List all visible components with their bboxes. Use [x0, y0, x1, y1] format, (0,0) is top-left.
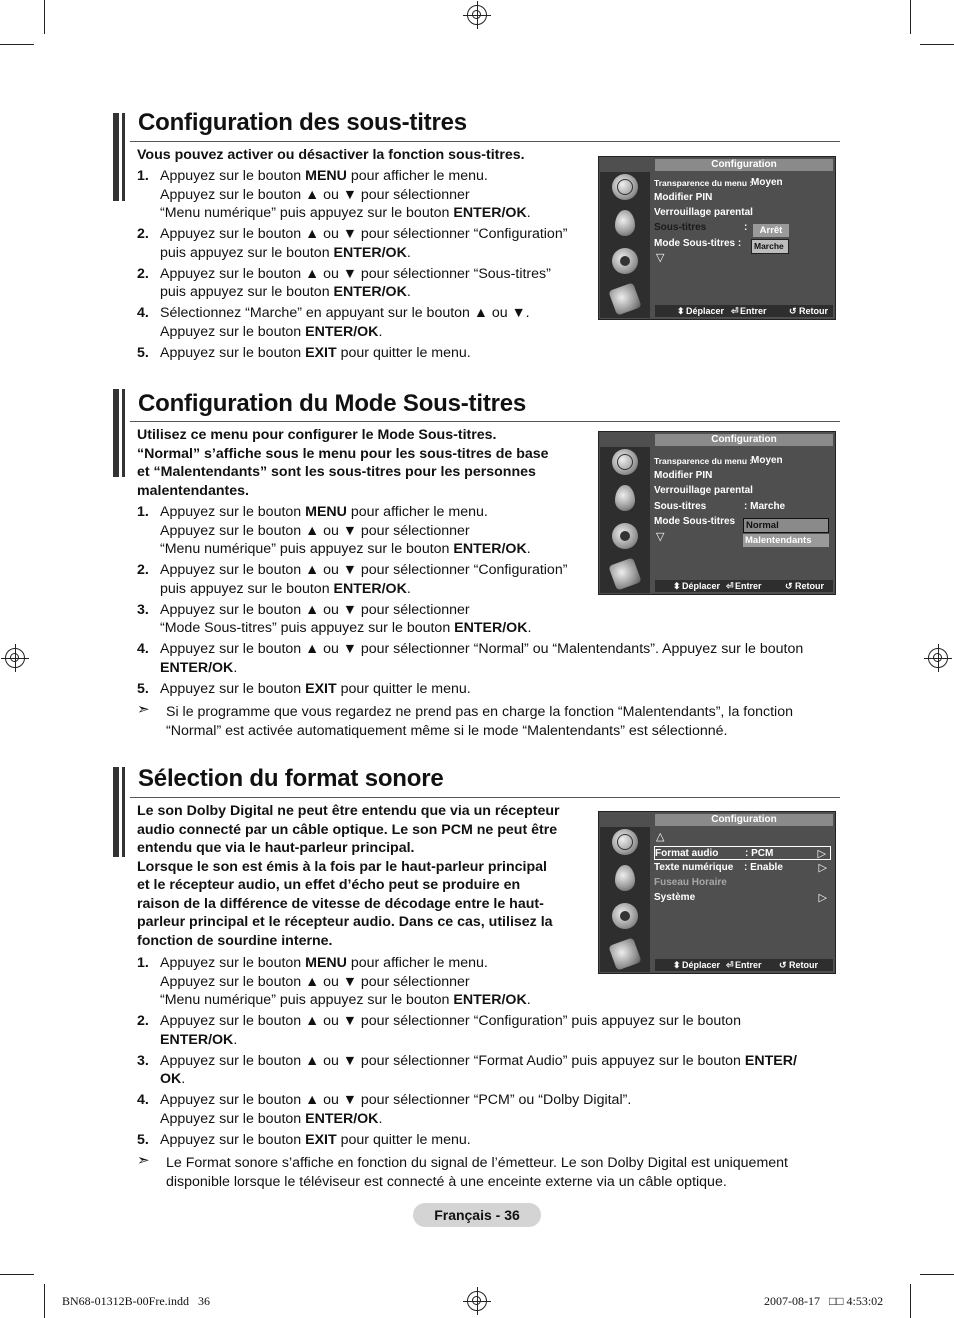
- step-text: “Menu numérique” puis appuyez sur le bouton: [160, 541, 454, 557]
- step-number: 3.: [137, 1052, 149, 1069]
- step-number: 2.: [137, 265, 149, 282]
- crop-mark: [910, 0, 911, 34]
- step-text: .: [526, 992, 531, 1008]
- section-intro: [137, 426, 549, 500]
- drop-icon: [615, 210, 635, 236]
- intro-line: Le son Dolby Digital ne peut être entendu que via un récepteur: [137, 803, 560, 819]
- enter-icon: ⏎: [731, 306, 739, 316]
- step-text: pour quitter le menu.: [336, 680, 471, 697]
- step-number: 1.: [137, 168, 149, 184]
- print-footer-date: 2007-08-17 □□ 4:53:02: [764, 1294, 884, 1308]
- osd-header: Configuration: [655, 814, 833, 826]
- step-text: .: [526, 541, 531, 557]
- scroll-up-icon: △: [656, 831, 665, 843]
- step-number: 2.: [137, 562, 149, 578]
- step-text: “Mode Sous-titres” puis appuyez sur le bouton: [160, 620, 455, 636]
- section-intro: [137, 802, 560, 950]
- step-item: [137, 601, 840, 638]
- osd-footer: ⬍ Déplacer ⏎ Entrer ↺ Retour: [655, 305, 833, 317]
- box-icon: [608, 557, 641, 590]
- osd-row: Sous-titres : Marche: [654, 501, 786, 512]
- move-icon: ⬍: [677, 306, 685, 316]
- step-text: Appuyez sur le bouton: [160, 504, 306, 520]
- osd-sidebar: [600, 447, 650, 593]
- scroll-down-icon: ▽: [656, 531, 665, 543]
- box-icon: [608, 282, 641, 315]
- intro-line: et “Malentendants” sont les sous-titres pour les personnes: [137, 464, 536, 480]
- step-line: [160, 601, 840, 620]
- osd-row: Texte numérique : Enable ▷: [654, 862, 827, 874]
- step-number: 4.: [137, 305, 149, 321]
- button-name: ENTER/: [744, 1052, 797, 1069]
- chevron-right-icon: ▷: [818, 892, 827, 904]
- osd-row: Format audio : PCM ▷: [654, 846, 831, 860]
- enter-icon: ⏎: [726, 581, 734, 591]
- step-line: [160, 659, 840, 678]
- step-text: Appuyez sur le bouton ▲ ou ▼ pour sélectionner “PCM” ou “Dolby Digital”.: [160, 1092, 632, 1108]
- button-name: ENTER/OK: [333, 244, 407, 261]
- step-line: [160, 973, 840, 992]
- button-name: ENTER/OK: [305, 323, 379, 340]
- button-name: MENU: [305, 168, 347, 184]
- print-footer-file: BN68-01312B-00Fre.indd 36: [62, 1294, 210, 1308]
- crop-mark: [920, 1274, 954, 1275]
- step-text: .: [233, 659, 238, 676]
- note-line: Le Format sonore s’affiche en fonction du signal de l’émetteur. Le son Dolby Digital est uniquement: [166, 1155, 788, 1171]
- section-title: Configuration des sous-titres: [138, 109, 467, 136]
- osd-row: Mode Sous-titres :: [654, 238, 742, 249]
- step-text: pour quitter le menu.: [336, 344, 471, 361]
- step-line: [160, 680, 840, 699]
- tv-menu-screenshot: [598, 811, 836, 974]
- button-name: EXIT: [305, 344, 337, 361]
- step-text: .: [406, 580, 411, 597]
- step-text: “Menu numérique” puis appuyez sur le bouton: [160, 205, 454, 221]
- step-text: Appuyez sur le bouton ▲ ou ▼ pour sélectionner “Normal” ou “Malentendants”. Appuyez sur le bouton: [160, 641, 804, 657]
- button-name: ENTER/OK: [333, 284, 407, 300]
- intro-line: parleur principal et le récepteur audio. Dans ce cas, utilisez la: [137, 914, 553, 930]
- step-line: [160, 1012, 840, 1031]
- return-icon: ↺: [785, 581, 793, 591]
- registration-mark-icon: [928, 648, 948, 668]
- step-text: “Menu numérique” puis appuyez sur le bouton: [160, 992, 454, 1008]
- step-line: [160, 225, 597, 244]
- step-text: Appuyez sur le bouton: [160, 344, 306, 361]
- tv-menu-screenshot: [598, 431, 836, 595]
- enter-icon: ⏎: [726, 960, 734, 970]
- section-title: Sélection du format sonore: [138, 765, 444, 792]
- section-intro: [137, 146, 525, 165]
- step-number: 4.: [137, 1092, 149, 1108]
- button-name: ENTER/OK: [453, 205, 527, 221]
- step-text: Appuyez sur le bouton ▲ ou ▼ pour sélectionner “Format Audio” puis appuyez sur le bouton: [160, 1052, 745, 1069]
- step-item: [137, 304, 597, 341]
- intro-line: Utilisez ce menu pour configurer le Mode Sous-titres.: [137, 427, 497, 443]
- step-item: [137, 344, 597, 363]
- step-line: [160, 323, 597, 342]
- section-rule: [130, 141, 840, 142]
- step-text: Appuyez sur le bouton ▲ ou ▼ pour sélectionner: [160, 186, 470, 203]
- move-icon: ⬍: [673, 581, 681, 591]
- step-number: 4.: [137, 641, 149, 657]
- step-line: [160, 186, 597, 205]
- osd-main: [652, 828, 833, 959]
- step-number: 5.: [137, 680, 149, 697]
- button-name: MENU: [305, 504, 347, 520]
- section-title: Configuration du Mode Sous-titres: [138, 390, 527, 417]
- osd-header: Configuration: [655, 434, 833, 446]
- note-arrow-icon: ➣: [137, 1152, 150, 1169]
- step-line: [160, 640, 840, 659]
- move-icon: ⬍: [673, 960, 681, 970]
- section-bars: [113, 767, 127, 857]
- osd-footer: ⬍ Déplacer ⏎ Entrer ↺ Retour: [655, 580, 833, 592]
- step-number: 2.: [137, 1013, 149, 1029]
- intro-line: audio connecté par un câble optique. Le son PCM ne peut être: [137, 821, 558, 838]
- step-item: [137, 1131, 840, 1150]
- section-rule: [130, 797, 840, 798]
- intro-line: entendu que via le haut-parleur principal.: [137, 840, 415, 856]
- crop-mark: [44, 0, 45, 34]
- step-item: [137, 1052, 840, 1089]
- drop-icon: [615, 485, 635, 511]
- step-text: .: [527, 620, 532, 636]
- step-list: [137, 167, 597, 365]
- osd-row: Sous-titres :: [654, 222, 748, 233]
- gear-icon: [612, 903, 638, 929]
- step-number: 3.: [137, 601, 149, 618]
- osd-row: Modifier PIN: [654, 192, 713, 203]
- step-text: pour quitter le menu.: [336, 1131, 471, 1148]
- step-line: [160, 1070, 840, 1089]
- button-name: MENU: [305, 955, 347, 971]
- osd-row: Transparence du menu : Moyen: [654, 177, 783, 188]
- step-text: Appuyez sur le bouton: [160, 1131, 306, 1148]
- step-text: Appuyez sur le bouton: [160, 955, 306, 971]
- note-line: “Normal” est activée automatiquement même si le mode “Malentendants” est sélectionné.: [166, 722, 728, 739]
- note-line: Si le programme que vous regardez ne prend pas en charge la fonction “Malentendants”, la fonction: [166, 704, 793, 720]
- note-arrow-icon: ➣: [137, 701, 150, 718]
- step-line: [160, 265, 597, 284]
- step-list: [137, 954, 840, 1152]
- step-line: [160, 344, 597, 363]
- crop-mark: [910, 1284, 911, 1318]
- step-item: [137, 680, 840, 699]
- osd-sidebar: [600, 172, 650, 318]
- step-item: [137, 1091, 840, 1128]
- step-item: [137, 167, 597, 223]
- osd-main: [652, 173, 833, 305]
- step-text: Appuyez sur le bouton ▲ ou ▼ pour sélectionner “Sous-titres”: [160, 265, 551, 282]
- step-item: [137, 265, 597, 302]
- step-text: .: [233, 1031, 238, 1048]
- step-text: Appuyez sur le bouton: [160, 680, 306, 697]
- step-item: [137, 225, 597, 262]
- crop-mark: [920, 44, 954, 45]
- osd-sidebar: [600, 827, 650, 972]
- intro-line: fonction de sourdine interne.: [137, 932, 333, 949]
- osd-row: Fuseau Horaire: [654, 877, 727, 888]
- osd-row: Modifier PIN: [654, 470, 713, 481]
- osd-popup-option: Marche: [751, 239, 789, 254]
- step-line: [160, 244, 597, 263]
- osd-row: Verrouillage parental: [654, 485, 753, 496]
- step-text: .: [378, 1110, 383, 1127]
- chevron-right-icon: ▷: [817, 848, 826, 860]
- step-text: pour afficher le menu.: [346, 504, 488, 520]
- step-number: 2.: [137, 226, 149, 242]
- intro-line: raison de la différence de vitesse de décodage entre le haut-: [137, 895, 544, 912]
- osd-row: Verrouillage parental: [654, 207, 753, 218]
- step-line: [160, 304, 597, 323]
- step-text: .: [406, 284, 411, 300]
- globe-icon: [612, 829, 638, 855]
- button-name: ENTER/OK: [160, 659, 234, 676]
- osd-main: [652, 448, 833, 580]
- step-text: .: [181, 1071, 186, 1087]
- crop-mark: [0, 44, 34, 45]
- step-text: pour afficher le menu.: [346, 168, 488, 184]
- osd-popup-option: Normal: [743, 518, 829, 533]
- return-icon: ↺: [789, 306, 797, 316]
- gear-icon: [612, 248, 638, 274]
- step-line: [160, 283, 597, 302]
- chevron-right-icon: ▷: [818, 862, 827, 874]
- intro-line: Vous pouvez activer ou désactiver la fonction sous-titres.: [137, 147, 525, 163]
- step-line: [160, 991, 840, 1010]
- step-text: Appuyez sur le bouton: [160, 323, 306, 340]
- section-bars: [113, 113, 127, 201]
- note: [137, 1154, 788, 1191]
- step-text: .: [406, 244, 411, 261]
- step-line: [160, 1091, 840, 1110]
- registration-mark-icon: [5, 648, 25, 668]
- button-name: ENTER/OK: [160, 1031, 234, 1048]
- drop-icon: [615, 865, 635, 891]
- step-line: [160, 1031, 840, 1050]
- gear-icon: [612, 523, 638, 549]
- button-name: ENTER/OK: [333, 580, 407, 597]
- button-name: ENTER/OK: [305, 1110, 379, 1127]
- step-text: Appuyez sur le bouton ▲ ou ▼ pour sélectionner: [160, 601, 470, 618]
- section-bars: [113, 389, 127, 477]
- step-number: 1.: [137, 955, 149, 971]
- step-text: Appuyez sur le bouton: [160, 168, 306, 184]
- registration-mark-icon: [467, 5, 487, 25]
- scroll-down-icon: ▽: [656, 252, 665, 264]
- osd-row: Système ▷: [654, 892, 827, 904]
- globe-icon: [612, 174, 638, 200]
- intro-line: malentendantes.: [137, 482, 249, 499]
- step-number: 5.: [137, 344, 149, 361]
- step-line: [160, 1131, 840, 1150]
- registration-mark-icon: [467, 1291, 487, 1311]
- crop-mark: [0, 1274, 34, 1275]
- step-number: 5.: [137, 1131, 149, 1148]
- step-text: .: [526, 205, 531, 221]
- globe-icon: [612, 449, 638, 475]
- step-text: Appuyez sur le bouton ▲ ou ▼ pour sélectionner “Configuration” puis appuyez sur le bouton: [160, 1013, 741, 1029]
- intro-line: Lorsque le son est émis à la fois par le haut-parleur principal: [137, 858, 547, 875]
- crop-mark: [44, 1284, 45, 1318]
- osd-popup-option: Malentendants: [743, 534, 829, 547]
- step-text: Appuyez sur le bouton: [160, 1110, 306, 1127]
- button-name: EXIT: [305, 1131, 337, 1148]
- box-icon: [608, 937, 641, 970]
- note: [137, 703, 793, 740]
- section-rule: [130, 421, 840, 422]
- intro-line: et le récepteur audio, un effet d’écho peut se produire en: [137, 877, 521, 893]
- button-name: ENTER/OK: [454, 620, 528, 636]
- step-text: puis appuyez sur le bouton: [160, 284, 334, 300]
- step-text: puis appuyez sur le bouton: [160, 580, 334, 597]
- step-text: .: [378, 323, 383, 340]
- step-line: [160, 619, 840, 638]
- step-item: [137, 1012, 840, 1049]
- step-number: 1.: [137, 504, 149, 520]
- button-name: ENTER/OK: [453, 992, 527, 1008]
- page-number-badge: Français - 36: [413, 1203, 541, 1227]
- step-item: [137, 640, 840, 677]
- step-text: puis appuyez sur le bouton: [160, 244, 334, 261]
- osd-row: Transparence du menu : Moyen: [654, 455, 783, 466]
- button-name: ENTER/OK: [453, 541, 527, 557]
- osd-row: Mode Sous-titres: [654, 516, 736, 527]
- step-line: [160, 167, 597, 186]
- step-line: [160, 1052, 840, 1071]
- osd-footer: ⬍ Déplacer ⏎ Entrer ↺ Retour: [655, 959, 833, 971]
- return-icon: ↺: [779, 960, 787, 970]
- tv-menu-screenshot: [598, 156, 836, 320]
- step-text: Sélectionnez “Marche” en appuyant sur le bouton ▲ ou ▼.: [160, 305, 530, 321]
- step-text: Appuyez sur le bouton ▲ ou ▼ pour sélectionner: [160, 973, 470, 990]
- step-text: Appuyez sur le bouton ▲ ou ▼ pour sélectionner: [160, 522, 470, 539]
- button-name: OK: [160, 1071, 182, 1087]
- osd-popup-option: Arrêt: [753, 224, 789, 237]
- button-name: EXIT: [305, 680, 337, 697]
- note-line: disponible lorsque le téléviseur est connecté à une enceinte externe via un câble optique.: [166, 1173, 727, 1190]
- osd-header: Configuration: [655, 159, 833, 171]
- step-text: pour afficher le menu.: [346, 955, 488, 971]
- step-line: [160, 204, 597, 223]
- intro-line: “Normal” s’affiche sous le menu pour les sous-titres de base: [137, 445, 549, 462]
- step-line: [160, 1110, 840, 1129]
- step-text: Appuyez sur le bouton ▲ ou ▼ pour sélectionner “Configuration”: [160, 562, 568, 578]
- step-text: Appuyez sur le bouton ▲ ou ▼ pour sélectionner “Configuration”: [160, 226, 568, 242]
